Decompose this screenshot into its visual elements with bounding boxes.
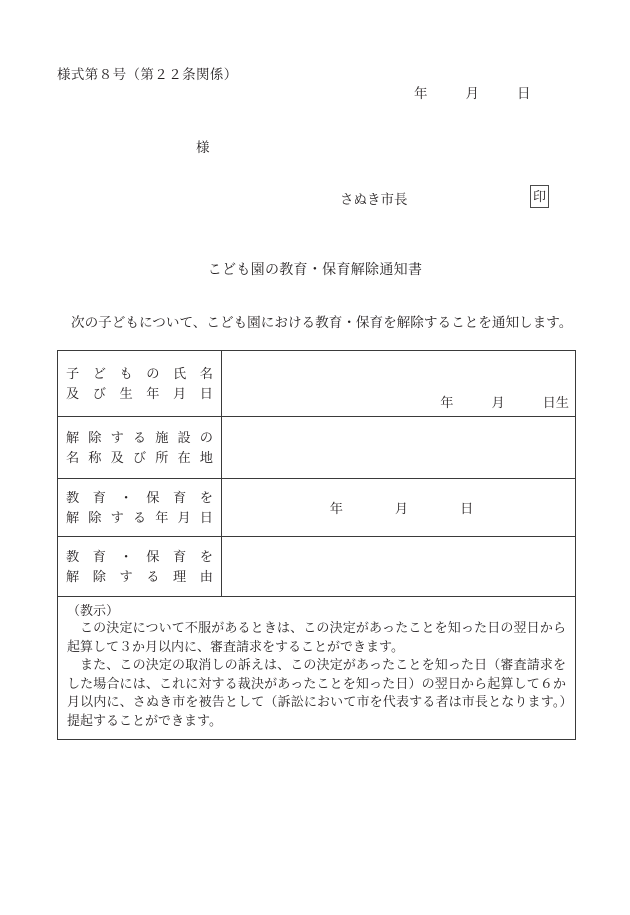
page-title: こども園の教育・保育解除通知書 bbox=[207, 263, 423, 278]
row-value-reason[interactable] bbox=[222, 537, 576, 597]
row-label-facility bbox=[58, 417, 222, 479]
notice-paragraph-1: この決定について不服があるときは、この決定があったことを知った日の翌日から起算して３か月以内に、審査請求をすることができます。 bbox=[67, 620, 566, 654]
notification-table bbox=[57, 350, 576, 740]
row-label-line2: 名称及び所在地 bbox=[66, 449, 213, 465]
birth-date-line bbox=[440, 392, 569, 411]
issue-date-month: 月 bbox=[465, 86, 479, 101]
row-label-line2: 解除する理由 bbox=[66, 568, 213, 584]
row-label-line1: 子どもの氏名 bbox=[66, 365, 213, 381]
addressee-honorific: 様 bbox=[196, 140, 210, 155]
table-row bbox=[58, 351, 576, 417]
row-label-line1: 教育・保育を bbox=[66, 548, 213, 564]
birth-month: 月 bbox=[491, 395, 505, 410]
issuer-name: さぬき市長 bbox=[340, 192, 408, 207]
notice-heading: （教示） bbox=[67, 603, 120, 618]
row-label-line1: 教育・保育を bbox=[66, 489, 213, 505]
row-label-line1: 解除する施設の bbox=[66, 429, 213, 445]
table-row bbox=[58, 479, 576, 537]
issue-date-day: 日 bbox=[517, 86, 531, 101]
row-label-child-name bbox=[58, 351, 222, 417]
table-row bbox=[58, 417, 576, 479]
row-value-cancel-date[interactable] bbox=[222, 479, 576, 537]
form-number: 様式第８号（第２２条関係） bbox=[57, 67, 238, 82]
cancel-date-line bbox=[232, 498, 565, 517]
cancel-month: 月 bbox=[394, 501, 409, 516]
cancel-year: 年 bbox=[329, 501, 343, 516]
row-label-line2: 及び生年月日 bbox=[66, 385, 213, 401]
birth-day: 日生 bbox=[542, 395, 569, 410]
row-label-reason bbox=[58, 537, 222, 597]
lead-paragraph: 次の子どもについて、こども園における教育・保育を解除することを通知します。 bbox=[71, 315, 573, 330]
row-value-child-name[interactable] bbox=[222, 351, 576, 417]
row-value-facility[interactable] bbox=[222, 417, 576, 479]
table-row bbox=[58, 537, 576, 597]
notice-paragraph-2: また、この決定の取消しの訴えは、この決定があったことを知った日（審査請求をした場合には、これに対する裁決があったことを知った日）の翌日から起算して６か月以内に、さぬき市を被告として（訴訟において市を代表する者は市長となります。）提起することができます。 bbox=[67, 657, 566, 728]
issue-date-year: 年 bbox=[414, 86, 428, 101]
cancel-day: 日 bbox=[460, 501, 474, 516]
row-label-cancel-date bbox=[58, 479, 222, 537]
notice-row bbox=[58, 597, 576, 740]
row-label-line2: 解除する年月日 bbox=[66, 509, 213, 525]
notice-section bbox=[58, 597, 576, 740]
issue-date-line bbox=[414, 82, 531, 102]
birth-year: 年 bbox=[440, 395, 454, 410]
seal-stamp-box: 印 bbox=[530, 185, 549, 208]
